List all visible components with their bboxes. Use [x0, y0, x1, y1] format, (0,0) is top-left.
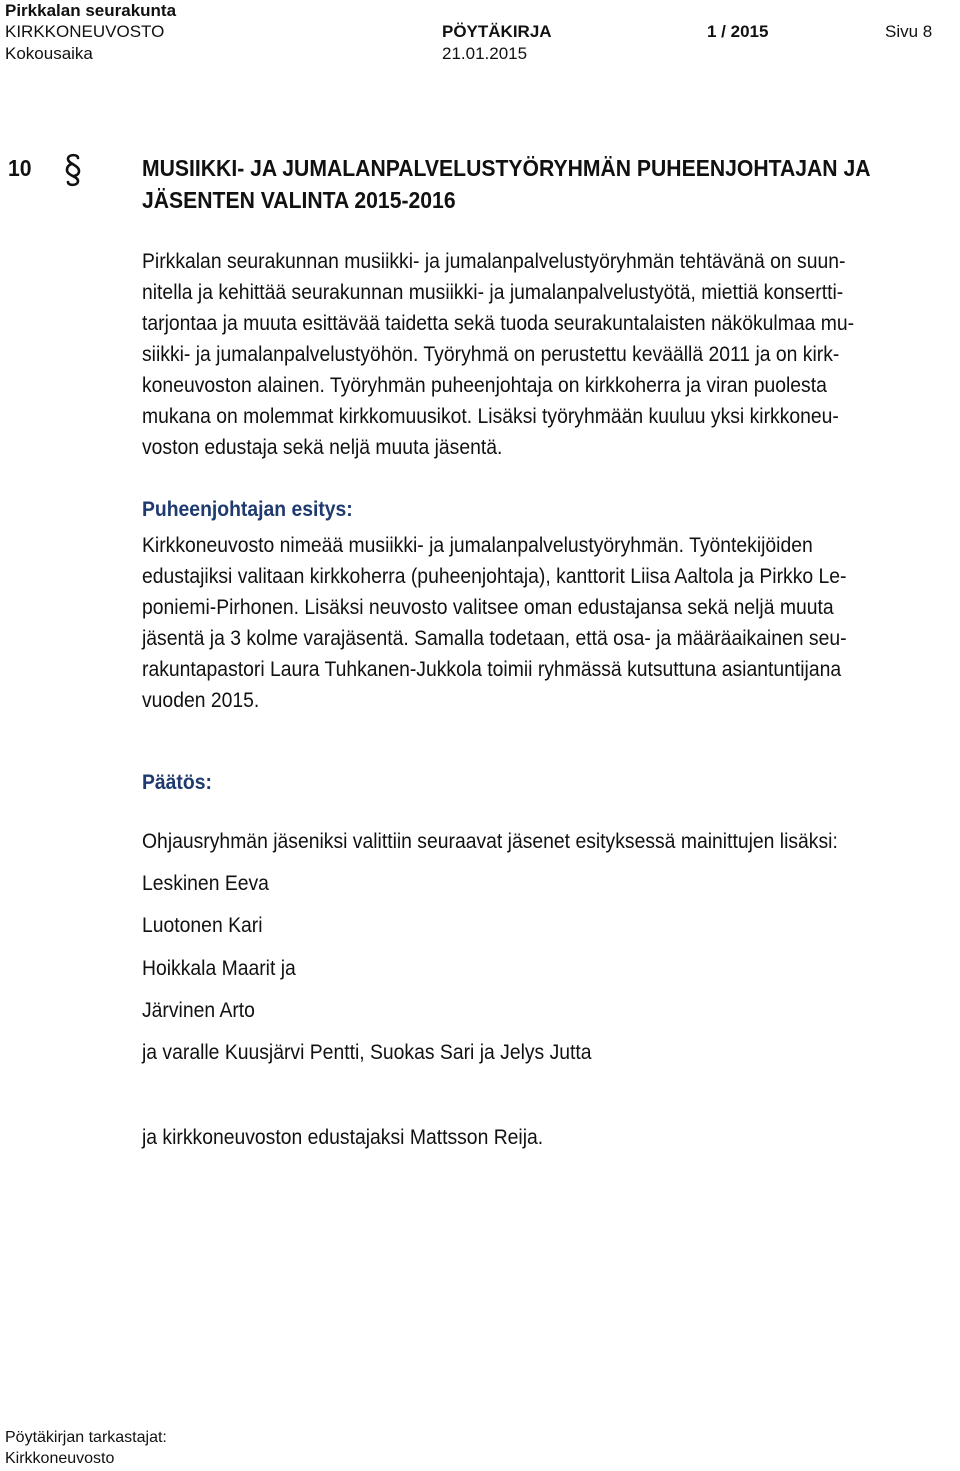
decision-intro: Ohjausryhmän jäseniksi valittiin seuraavat jäsenet esityksessä mainittujen lisäksi:: [142, 829, 838, 853]
deputies-line: ja varalle Kuusjärvi Pentti, Suokas Sari ja Jelys Jutta: [142, 1040, 592, 1064]
proposal-line: jäsentä ja 3 kolme varajäsentä. Samalla todetaan, että osa- ja määräaikainen seu-: [142, 626, 847, 650]
member-item: Hoikkala Maarit ja: [142, 956, 296, 980]
intro-line: mukana on molemmat kirkkomuusikot. Lisäksi työryhmään kuuluu yksi kirkkoneu-: [142, 404, 839, 428]
section-number: 10: [8, 155, 32, 181]
intro-line: Pirkkalan seurakunnan musiikki- ja jumalanpalvelustyöryhmän tehtävänä on suun-: [142, 249, 846, 273]
footer-body: Kirkkoneuvosto: [5, 1450, 115, 1467]
proposal-line: rakuntapastori Laura Tuhkanen-Jukkola toimii ryhmässä kutsuttuna asiantuntijana: [142, 657, 842, 681]
decision-heading: Päätös:: [142, 770, 212, 794]
header-doc-type: PÖYTÄKIRJA: [442, 22, 552, 41]
footer-label: Pöytäkirjan tarkastajat:: [5, 1429, 167, 1446]
proposal-paragraph: [142, 530, 932, 716]
member-item: Järvinen Arto: [142, 998, 255, 1022]
proposal-line: Kirkkoneuvosto nimeää musiikki- ja jumalanpalvelustyöryhmän. Työntekijöiden: [142, 533, 813, 557]
proposal-line: vuoden 2015.: [142, 688, 260, 712]
header-doc-number: 1 / 2015: [707, 22, 769, 41]
header-meeting-label: Kokousaika: [5, 44, 93, 63]
section-title-line1: MUSIIKKI- JA JUMALANPALVELUSTYÖRYHMÄN PUHEENJOHTAJAN JA: [142, 155, 871, 181]
proposal-line: poniemi-Pirhonen. Lisäksi neuvosto valitsee oman edustajansa sekä neljä muuta: [142, 595, 834, 619]
council-rep-line: ja kirkkoneuvoston edustajaksi Mattsson Reija.: [142, 1125, 544, 1149]
header-parish: Pirkkalan seurakunta: [5, 1, 177, 20]
header-body-name: KIRKKONEUVOSTO: [5, 22, 165, 41]
intro-line: tarjontaa ja muuta esittävää taidetta sekä tuoda seurakuntalaisten näkökulmaa mu-: [142, 311, 855, 335]
member-item: Leskinen Eeva: [142, 871, 269, 895]
header-page: Sivu 8: [885, 22, 933, 41]
section-sign-icon: [62, 152, 84, 193]
intro-line: voston edustaja sekä neljä muuta jäsentä.: [142, 435, 503, 459]
intro-line: koneuvoston alainen. Työryhmän puheenjohtaja on kirkkoherra ja viran puolesta: [142, 373, 827, 397]
intro-line: nitella ja kehittää seurakunnan musiikki- ja jumalanpalvelustyötä, miettiä konsertti-: [142, 280, 844, 304]
intro-line: siikki- ja jumalanpalvelustyöhön. Työryhmä on perustettu keväällä 2011 ja on kirk-: [142, 342, 840, 366]
intro-paragraph: [142, 246, 932, 463]
proposal-heading: Puheenjohtajan esitys:: [142, 497, 353, 521]
header-meeting-date: 21.01.2015: [442, 44, 528, 63]
member-item: Luotonen Kari: [142, 913, 263, 937]
proposal-line: edustajiksi valitaan kirkkoherra (puheenjohtaja), kanttorit Liisa Aaltola ja Pirkko Le-: [142, 564, 847, 588]
section-title-line2: JÄSENTEN VALINTA 2015-2016: [142, 187, 456, 213]
